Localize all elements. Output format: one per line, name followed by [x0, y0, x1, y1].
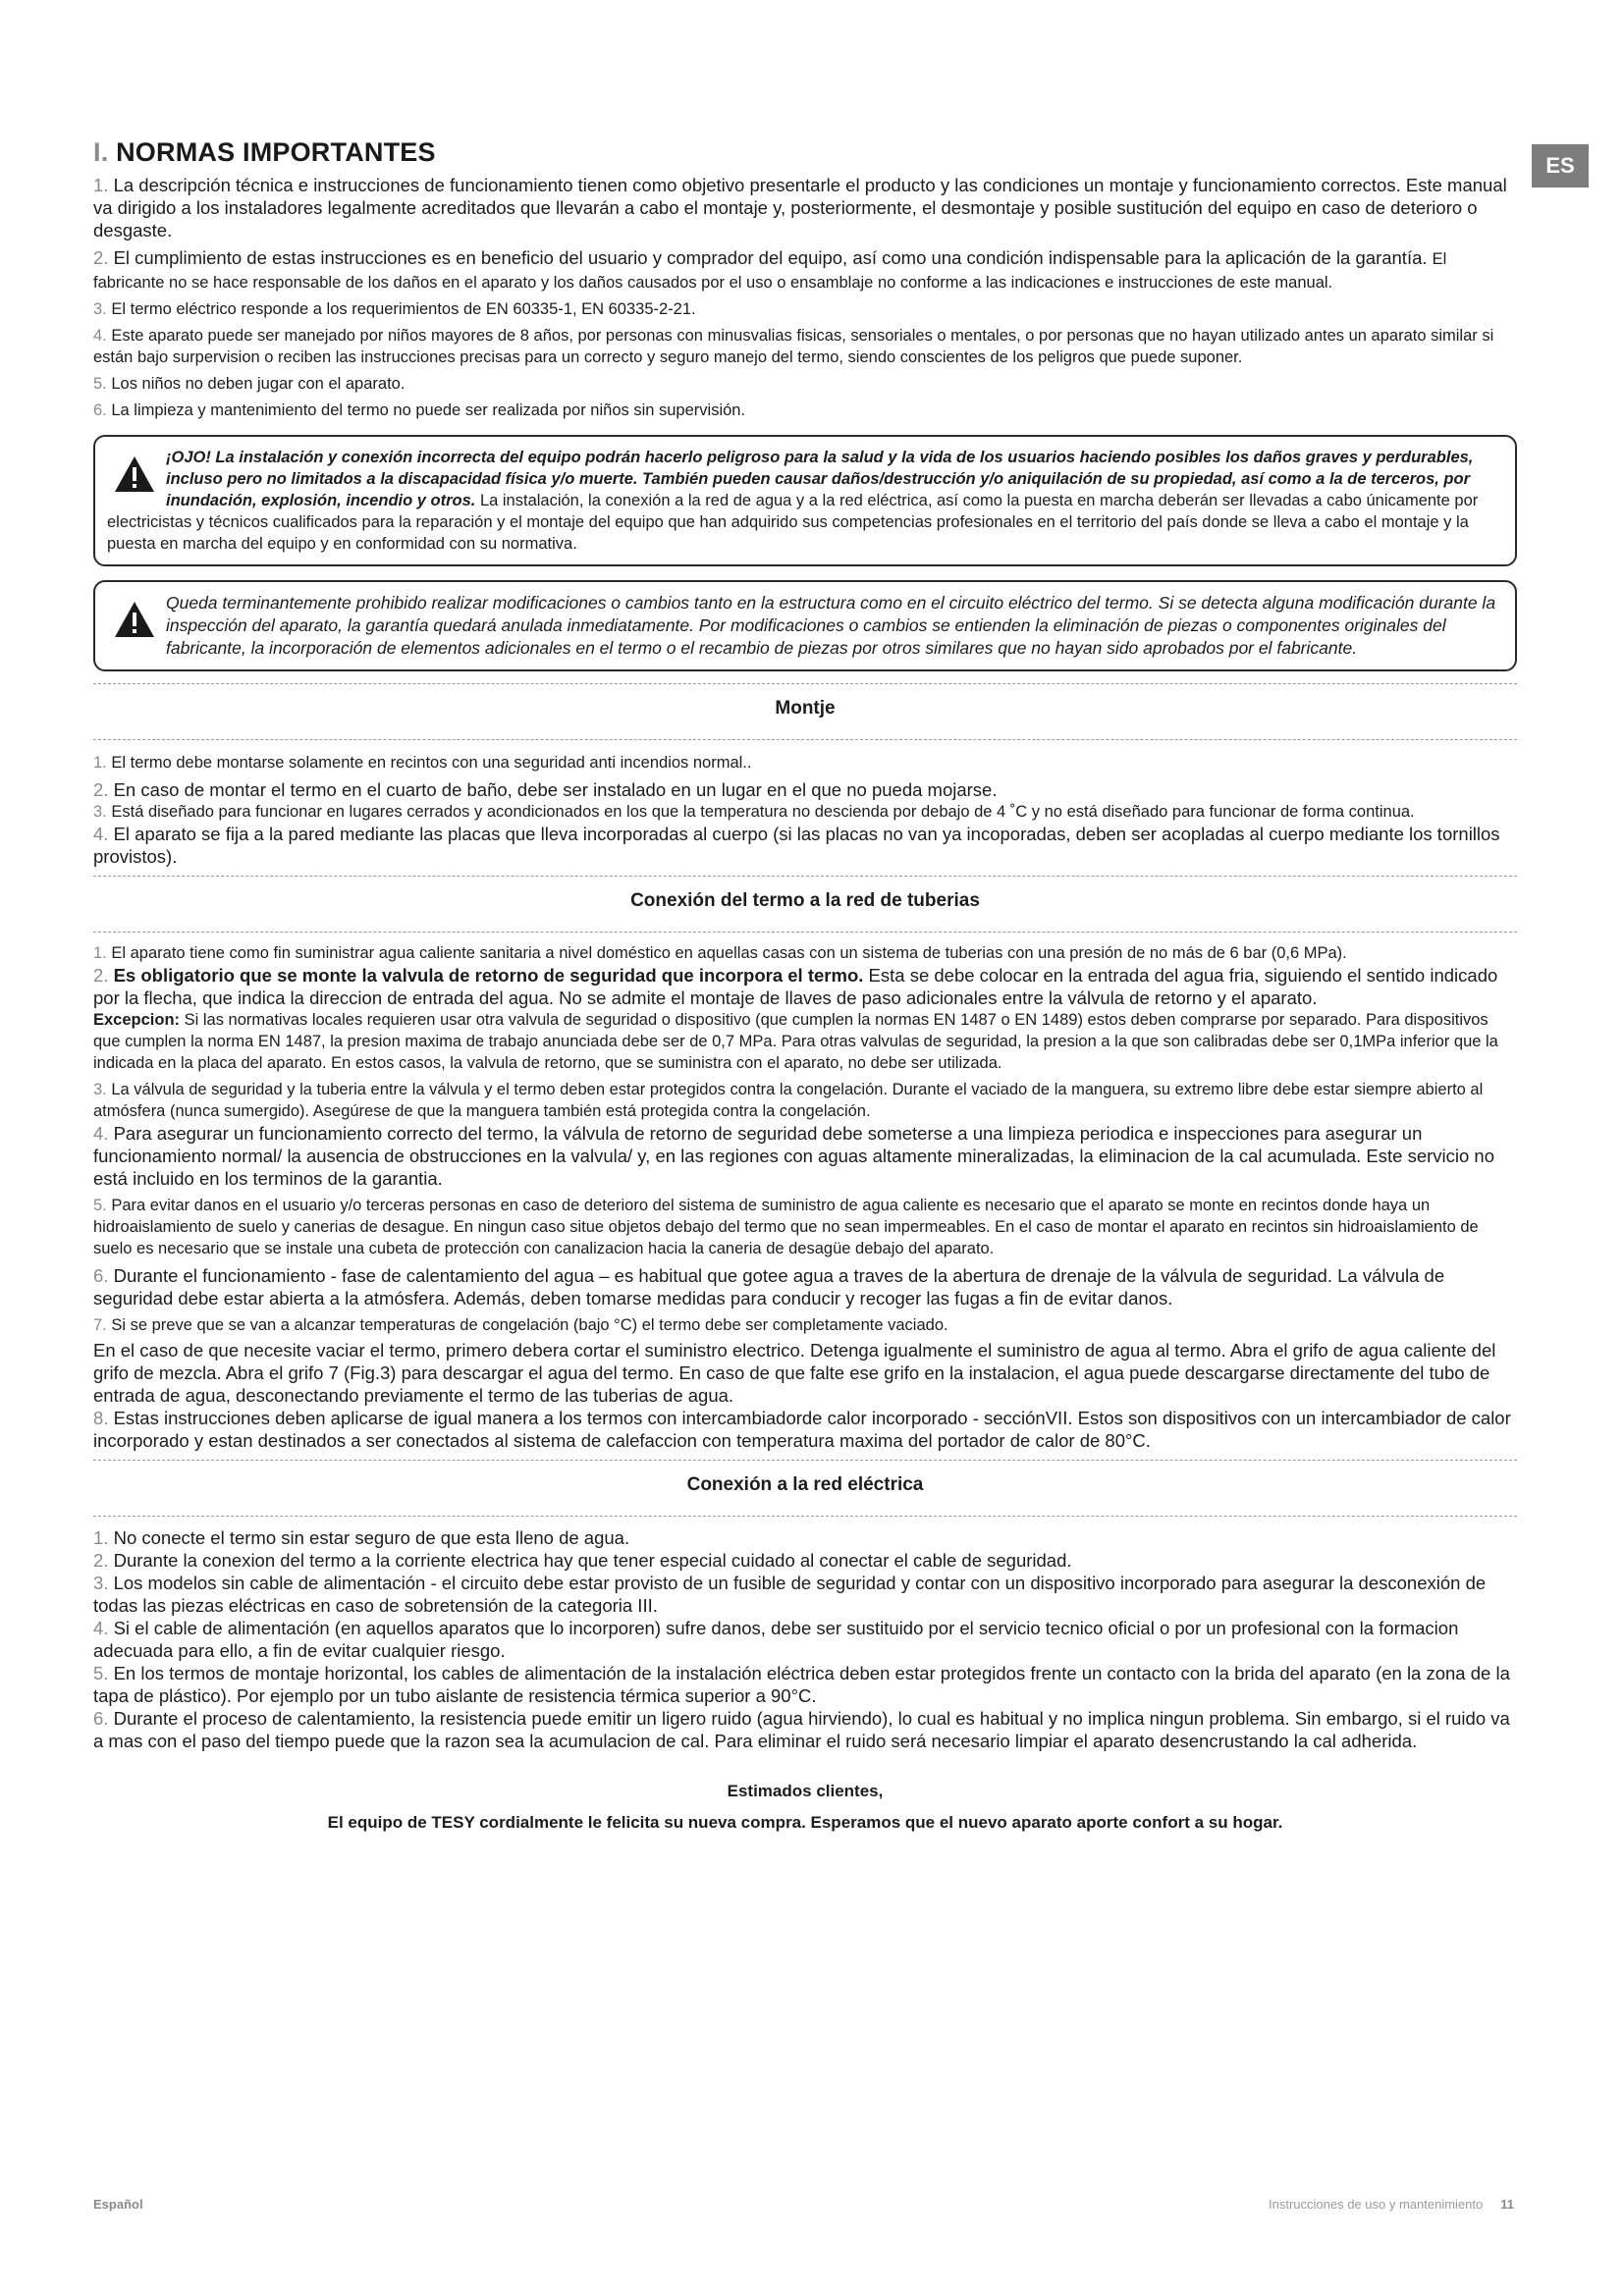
list-item: 4. Este aparato puede ser manejado por niños mayores de 8 años, por personas con minusvalias fisicas, sensoriales o mentales, o por personas que no hayan utilizado antes un aparato similar si están bajo surpervision o reciben las instrucciones precisas para un correcto y seguro manejo del termo, siendo conscientes de los peligros que puede suponer.: [93, 327, 1494, 366]
divider: [93, 683, 1517, 684]
list-item: 2. Es obligatorio que se monte la valvula de retorno de seguridad que incorpora el termo. Esta se debe colocar en la entrada del agua fria, siguiendo el sentido indicado por la flecha, que indica la direccion de entrada del agua. No se admite el montaje de llaves de paso adicionales entre la válvula de retorno y el aparato.: [93, 965, 1498, 1008]
list-item: 3. El termo eléctrico responde a los requerimientos de EN 60335-1, EN 60335-2-21.: [93, 300, 696, 318]
warning-text: ¡OJO! La instalación y conexión incorrecta del equipo podrán hacerlo peligroso para la salud y la vida de los usuarios haciendo posibles los daños graves y perdurables, incluso pero no limitados a la discapacidad física y/o muerte. También pueden causar daños/destrucción y/o aniquilación de su propiedad, así como a la de terceros, por inundación, explosión, incendio y otros. La instalación, la conexión a la red de agua y a la red eléctrica, así como la puesta en marcha deberán ser llevadas a cabo únicamente por electricistas y técnicos cualificados para la reparación y el montaje del equipo que han adquirido sus competencias profesionales en el territorio del país donde se lleva a cabo el montaje y la puesta en marcha del equipo y en conformidad con su normativa.: [107, 449, 1479, 553]
list-item: 8. Estas instrucciones deben aplicarse de igual manera a los termos con intercambiadorde calor incorporado - secciónVII. Estos son dispositivos con un intercambiador de calor incorporado y estan destinados a ser conectados al sistema de calefaccion con temperatura maxima del portador de calor de 80°C.: [93, 1408, 1511, 1451]
list-item: 3. Los modelos sin cable de alimentación - el circuito debe estar provisto de un fusible de seguridad y contar con un dispositivo incorporado para asegurar la desconexión de todas las piezas eléctricas en caso de sobretensión de la categoria III.: [93, 1573, 1487, 1616]
list-item: 4. Si el cable de alimentación (en aquellos aparatos que lo incorporen) sufre danos, debe ser sustituido por el servicio tecnico oficial o por un profesional con la formacion adecuada para ello, a fin de evitar cualquier riesgo.: [93, 1618, 1459, 1661]
footer-manual-title: Instrucciones de uso y mantenimiento 11: [1269, 2197, 1514, 2212]
divider: [93, 1516, 1517, 1517]
list-item: 2. Durante la conexion del termo a la corriente electrica hay que tener especial cuidado al conectar el cable de seguridad.: [93, 1550, 1072, 1571]
warning-triangle-icon: [113, 454, 156, 494]
list-item: 7. Si se preve que se van a alcanzar temperaturas de congelación (bajo °C) el termo debe ser completamente vaciado.: [93, 1316, 948, 1334]
divider: [93, 876, 1517, 877]
list-item: 6. La limpieza y mantenimiento del termo no puede ser realizada por niños sin supervisión.: [93, 401, 746, 419]
section-heading-tuberias: Conexión del termo a la red de tuberias: [630, 890, 980, 911]
list-item: 3. Está diseñado para funcionar en lugares cerrados y acondicionados en los que la temperatura no descienda por debajo de 4 ˚C y no está diseñado para funcionar de forma continua.: [93, 803, 1415, 821]
list-item: 5. Los niños no deben jugar con el aparato.: [93, 375, 406, 393]
list-item: 1. No conecte el termo sin estar seguro de que esta lleno de agua.: [93, 1527, 630, 1548]
closing-congratulation: El equipo de TESY cordialmente le felicita su nueva compra. Esperamos que el nuevo aparato aporte confort a su hogar.: [327, 1813, 1283, 1832]
list-item: 1. El termo debe montarse solamente en recintos con una seguridad anti incendios normal..: [93, 754, 752, 772]
divider: [93, 739, 1517, 740]
list-item: 5. Para evitar danos en el usuario y/o terceras personas en caso de deterioro del sistema de suministro de agua caliente es necesario que el aparato se monte en recintos donde haya un hidroaislamiento de suelo y canerias de desague. En ningun caso situe objetos debajo del termo que no sean impermeables. En el caso de montar el aparato en recintos sin hidroaislamiento de suelo es necesario que se instale una cubeta de protección con canalizacion hacia la caneria de desagüe debajo del aparato.: [93, 1197, 1479, 1257]
list-item: 2. El cumplimiento de estas instrucciones es en beneficio del usuario y comprador del equipo, así como una condición indispensable para la aplicación de la garantía. El fabricante no se hace responsable de los daños en el aparato y los daños causados por el uso o ensamblaje no conforme a las indicaciones e instrucciones de este manual.: [93, 247, 1447, 292]
footer-language: Español: [93, 2197, 143, 2212]
warning-box-modifications: [93, 580, 1517, 671]
closing-message: [93, 1782, 1517, 1833]
list-item: 3. La válvula de seguridad y la tuberia entre la válvula y el termo deben estar protegidos contra la congelación. Durante el vaciado de la manguera, su extremo libre debe estar siempre abierto al atmósfera (nunca sumergido). Asegúrese de que la manguera también está protegida contra la congelación.: [93, 1081, 1484, 1120]
language-tab: ES: [1532, 144, 1589, 187]
warning-box-installation: [93, 435, 1517, 566]
list-item: 4. El aparato se fija a la pared mediante las placas que lleva incorporadas al cuerpo (si las placas no van ya incoporadas, deben ser acopladas al cuerpo mediante los tornillos provistos).: [93, 824, 1500, 867]
divider: [93, 932, 1517, 933]
page-number: 11: [1500, 2197, 1514, 2212]
page-content: [93, 137, 1517, 1833]
list-item: 6. Durante el proceso de calentamiento, la resistencia puede emitir un ligero ruido (agua hirviendo), lo cual es habitual y no implica ningun problema. Sin embargo, si el ruido va a mas con el paso del tiempo puede que la razon sea la acumulacion de cal. Para eliminar el ruido será necesario limpiar el aparato desencrustando la cal adherida.: [93, 1708, 1510, 1751]
closing-greeting: Estimados clientes,: [727, 1782, 884, 1800]
list-item: 5. En los termos de montaje horizontal, los cables de alimentación de la instalación eléctrica deben estar protegidos frente un contacto con la brida del aparato (en la zona de la tapa de plástico). Por ejemplo por un tubo aislante de resistencia térmica superior a 90°C.: [93, 1663, 1510, 1706]
section-heading-electrica: Conexión a la red eléctrica: [686, 1474, 924, 1495]
divider: [93, 1460, 1517, 1461]
warning-triangle-icon: [113, 600, 156, 639]
section-heading-montaje: Montje: [775, 698, 836, 719]
exception-note: Excepcion: Si las normativas locales requieren usar otra valvula de seguridad o dispositivo (que cumplen la normas EN 1487 o EN 1489) estos deben comprarse por separado. Para dispositivos que cumplen la norma EN 1487, la presion maxima de trabajo anunciada debe ser de 0,7 MPa. Para otras valvulas de seguridad, la presion a la que son calibradas debe ser 0,1MPa inferior que la indicada en la placa del aparato. En estos casos, la valvula de retorno, que se suministra con el aparato, no debe ser utilizada.: [93, 1011, 1498, 1072]
list-item: 6. Durante el funcionamiento - fase de calentamiento del agua – es habitual que gotee agua a traves de la abertura de drenaje de la válvula de seguridad. La válvula de seguridad debe estar abierta a la atmósfera. Además, deben tomarse medidas para conducir y recoger las fugas a fin de evitar danos.: [93, 1265, 1445, 1308]
list-item: 1. El aparato tiene como fin suministrar agua caliente sanitaria a nivel doméstico en aquellas casas con un sistema de tuberias con una presión de no más de 6 bar (0,6 MPa).: [93, 944, 1347, 962]
warning-text: Queda terminantemente prohibido realizar modificaciones o cambios tanto en la estructura como en el circuito eléctrico del termo. Si se detecta alguna modificación durante la inspección del aparato, la garantía quedará anulada inmediatamente. Por modificaciones o cambios se entienden la eliminación de piezas o componentes originales del fabricante, la incorporación de elementos adicionales en el termo o el recambio de piezas por otros similares que no hayan sido aprobados por el fabricante.: [166, 593, 1496, 658]
section-title: I. NORMAS IMPORTANTES: [93, 137, 436, 167]
list-item: 2. En caso de montar el termo en el cuarto de baño, debe ser instalado en un lugar en el que no pueda mojarse.: [93, 779, 998, 800]
list-item: 4. Para asegurar un funcionamiento correcto del termo, la válvula de retorno de seguridad debe someterse a una limpieza periodica e inspecciones para asegurar un funcionamiento normal/ la ausencia de obstrucciones en la valvula/ y, en las regiones con aguas altamente mineralizadas, la eliminacion de la cal acumulada. Este servicio no está incluido en los terminos de la garantia.: [93, 1123, 1495, 1189]
list-item: 1. La descripción técnica e instrucciones de funcionamiento tienen como objetivo presentarle el producto y las condiciones un montaje y funcionamiento correctos. Este manual va dirigido a los instaladores legalmente acreditados que llevarán a cabo el montaje y, posteriormente, el desmontaje y posible sustitución del equipo en caso de deterioro o desgaste.: [93, 175, 1507, 240]
paragraph-vaciar: En el caso de que necesite vaciar el termo, primero debera cortar el suministro electrico. Detenga igualmente el suministro de agua al termo. Abra el grifo de agua caliente del grifo de mezcla. Abra el grifo 7 (Fig.3) para descargar el agua del termo. En caso de que falte ese grifo en la instalacion, el agua puede descargarse directamente del tubo de entrada de agua, desconectando previamente el termo de las tuberias de agua.: [93, 1340, 1496, 1406]
